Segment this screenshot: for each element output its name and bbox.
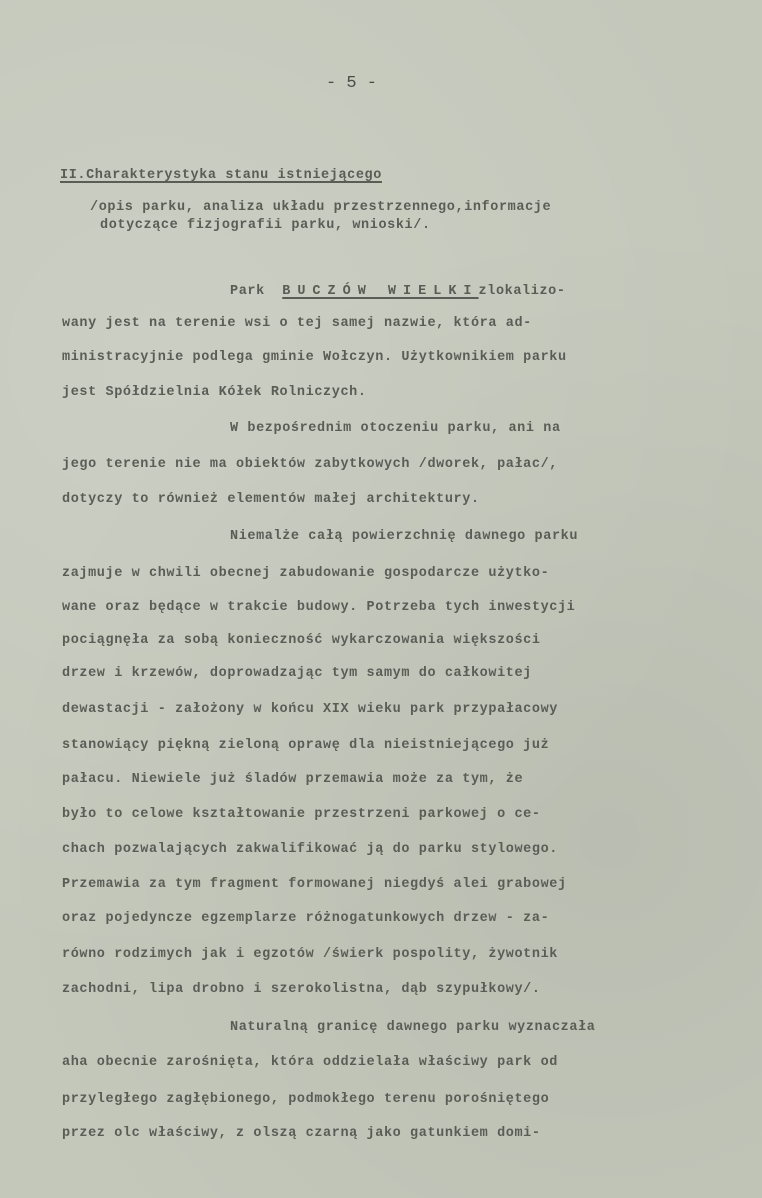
text-line: dewastacji - założony w końcu XIX wieku park przypałacowy bbox=[62, 702, 558, 717]
park-name: BUCZÓW WIELKI bbox=[282, 284, 479, 299]
text-line: jego terenie nie ma obiektów zabytkowych /dworek, pałac/, bbox=[62, 457, 558, 472]
text-line: zachodni, lipa drobno i szerokolistna, dąb szypułkowy/. bbox=[62, 982, 541, 997]
text-line: przyległego zagłębionego, podmokłego terenu porośniętego bbox=[62, 1092, 550, 1107]
text-line: Naturalną granicę dawnego parku wyznaczała bbox=[230, 1020, 596, 1035]
park-prefix: Park bbox=[230, 284, 265, 299]
text-line: dotyczy to również elementów małej architektury. bbox=[62, 492, 480, 507]
text-line: pociągnęła za sobą konieczność wykarczowania większości bbox=[62, 633, 541, 648]
text-line: ministracyjnie podlega gminie Wołczyn. Użytkownikiem parku bbox=[62, 350, 567, 365]
text-line: W bezpośrednim otoczeniu parku, ani na bbox=[230, 421, 561, 436]
text-line: przez olc właściwy, z olszą czarną jako gatunkiem domi- bbox=[62, 1126, 541, 1141]
text-line: równo rodzimych jak i egzotów /świerk pospolity, żywotnik bbox=[62, 947, 558, 962]
text-line: zajmuje w chwili obecnej zabudowanie gospodarcze użytko- bbox=[62, 566, 550, 581]
text-line: chach pozwalających zakwalifikować ją do parku stylowego. bbox=[62, 842, 558, 857]
park-suffix: zlokalizo- bbox=[478, 284, 566, 299]
text-line: oraz pojedyncze egzemplarze różnogatunkowych drzew - za- bbox=[62, 911, 550, 926]
text-line: Przemawia za tym fragment formowanej niegdyś alei grabowej bbox=[62, 877, 567, 892]
text-line: stanowiący piękną zieloną oprawę dla nieistniejącego już bbox=[62, 738, 550, 753]
text-line: wany jest na terenie wsi o tej samej nazwie, która ad- bbox=[62, 316, 532, 331]
text-line: jest Spółdzielnia Kółek Rolniczych. bbox=[62, 385, 367, 400]
text-line: pałacu. Niewiele już śladów przemawia może za tym, że bbox=[62, 772, 524, 787]
subtitle-line: dotyczące fizjografii parku, wnioski/. bbox=[100, 218, 431, 233]
text-line: aha obecnie zarośnięta, która oddzielała właściwy park od bbox=[62, 1055, 558, 1070]
page-number: - 5 - bbox=[326, 74, 378, 93]
text-line: było to celowe kształtowanie przestrzeni parkowej o ce- bbox=[62, 807, 541, 822]
text-line: wane oraz będące w trakcie budowy. Potrzeba tych inwestycji bbox=[62, 600, 576, 615]
park-intro-line bbox=[230, 284, 566, 299]
text-line: Niemalże całą powierzchnię dawnego parku bbox=[230, 529, 579, 544]
section-title: II.Charakterystyka stanu istniejącego bbox=[60, 168, 382, 183]
text-line: drzew i krzewów, doprowadzając tym samym do całkowitej bbox=[62, 666, 532, 681]
subtitle-line: /opis parku, analiza układu przestrzennego,informacje bbox=[90, 200, 552, 215]
